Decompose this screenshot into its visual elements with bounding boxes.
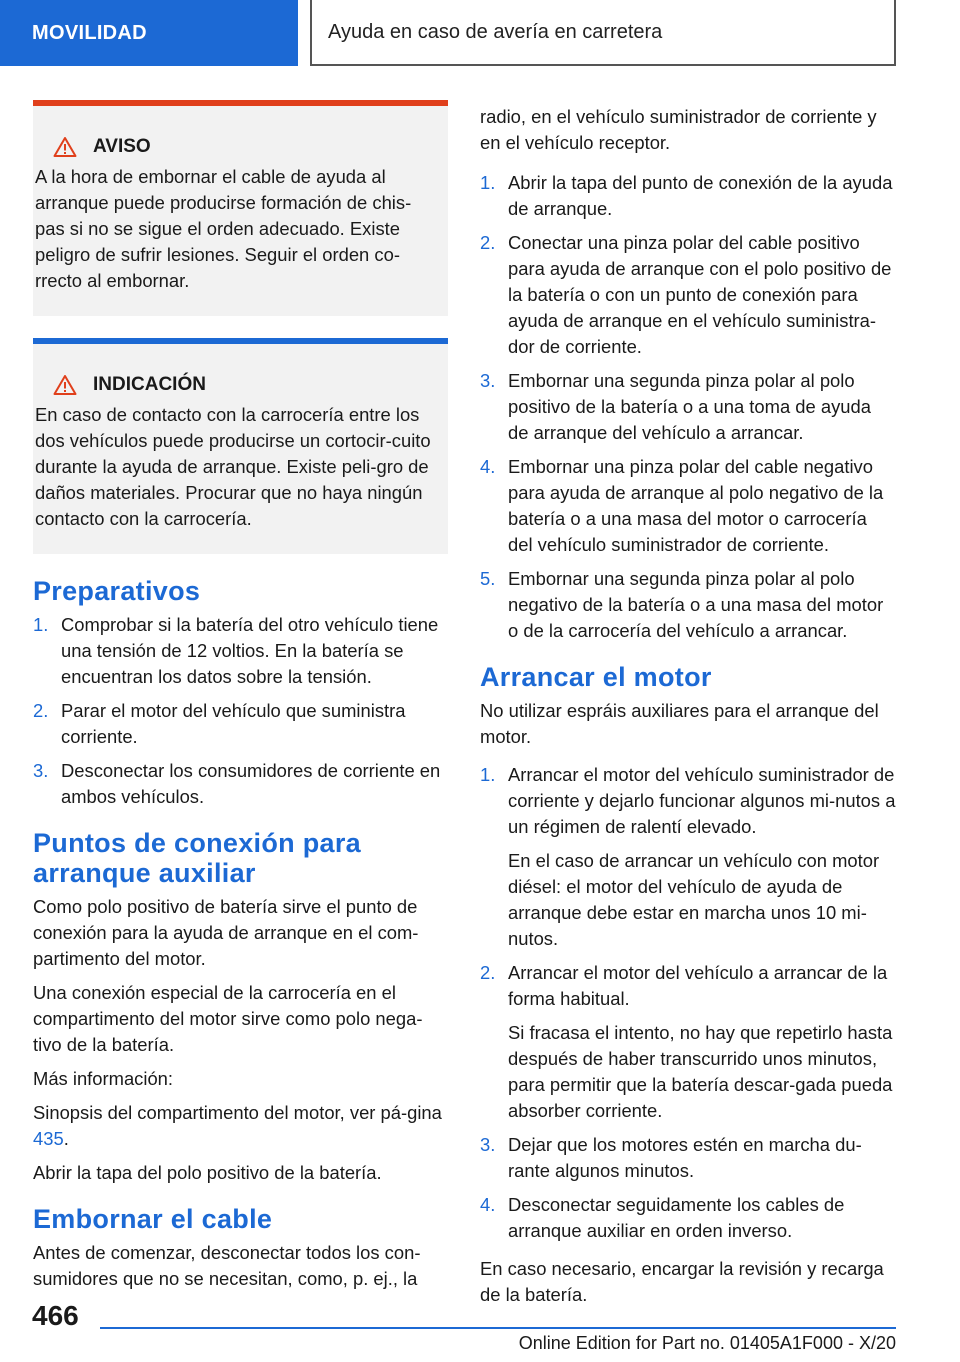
- step-number: 3.: [33, 760, 49, 781]
- step-text: Embornar una segunda pinza polar al polo positivo de la batería o a una toma de ayuda de arranque del vehículo a arrancar.: [508, 370, 871, 443]
- step-text: Conectar una pinza polar del cable positivo para ayuda de arranque con el polo positivo de la batería o con un punto de conexión para ayuda de arranque en el vehículo suministra-dor de corriente.: [508, 232, 892, 357]
- list-item: [480, 368, 896, 446]
- step-number: 1.: [33, 614, 49, 635]
- page-number: 466: [32, 1300, 79, 1331]
- warning-text: A la hora de embornar el cable de ayuda al arranque puede producirse formación de chis-pas si no se sigue el orden adecuado. Existe peligro de sufrir lesiones. Seguir el orden co-rrecto al embornar.: [35, 166, 412, 291]
- list-item: [33, 698, 448, 750]
- step-text: Dejar que los motores estén en marcha du-rante algunos minutos.: [508, 1134, 862, 1181]
- note-text: En caso de contacto con la carrocería entre los dos vehículos puede producirse un cortocir-cuito durante la ayuda de arranque. Existe peli-gro de daños materiales. Procurar que no haya ningún contacto con la carrocería.: [35, 404, 431, 529]
- step-text: Embornar una segunda pinza polar al polo negativo de la batería o a una masa del motor o de la carrocería del vehículo a arrancar.: [508, 568, 884, 641]
- step-text: Abrir la tapa del punto de conexión de la ayuda de arranque.: [508, 172, 893, 219]
- heading-puntos-conexion: Puntos de conexión para arranque auxiliar: [33, 828, 361, 888]
- step-text: Comprobar si la batería del otro vehículo tiene una tensión de 12 voltios. En la batería se encuentran los datos sobre la tensión.: [61, 614, 439, 687]
- step-number: 4.: [480, 456, 496, 477]
- paragraph: Una conexión especial de la carrocería en el compartimento del motor sirve como polo nega-tivo de la batería.: [33, 982, 423, 1055]
- paragraph: En caso necesario, encargar la revisión y recarga de la batería.: [480, 1258, 884, 1305]
- paragraph: Como polo positivo de batería sirve el punto de conexión para la ayuda de arranque en el com-partimento del motor.: [33, 896, 419, 969]
- list-item: [480, 960, 896, 1124]
- step-number: 5.: [480, 568, 496, 589]
- step-number: 2.: [480, 962, 496, 983]
- page-header: [0, 0, 960, 66]
- warning-title: AVISO: [93, 136, 151, 157]
- list-item: [33, 758, 448, 810]
- list-item: [480, 170, 896, 222]
- list-item: [480, 1192, 896, 1244]
- section-tab: MOVILIDAD: [0, 0, 298, 66]
- cable-steps: [480, 170, 896, 644]
- list-item: [480, 454, 896, 558]
- step-text: Parar el motor del vehículo que suministra corriente.: [61, 700, 406, 747]
- paragraph: Más información:: [33, 1068, 174, 1089]
- heading-preparativos: Preparativos: [33, 576, 201, 606]
- warning-header: [53, 134, 434, 160]
- note-box: [33, 338, 448, 554]
- heading-embornar-cable: Embornar el cable: [33, 1204, 273, 1234]
- list-item: [33, 612, 448, 690]
- list-item: [480, 1132, 896, 1184]
- paragraph: Antes de comenzar, desconectar todos los con-sumidores que no se necesitan, como, p. ej., la: [33, 1242, 421, 1289]
- heading-arrancar-motor: Arrancar el motor: [480, 662, 712, 692]
- step-number: 1.: [480, 764, 496, 785]
- paragraph: radio, en el vehículo suministrador de corriente y en el vehículo receptor.: [480, 106, 877, 153]
- step-text: Embornar una pinza polar del cable negativo para ayuda de arranque al polo negativo de la batería o a una masa del motor o carrocería del vehículo suministrador de corriente.: [508, 456, 884, 555]
- warning-box: [33, 100, 448, 316]
- step-number: 3.: [480, 1134, 496, 1155]
- step-number: 3.: [480, 370, 496, 391]
- paragraph: Abrir la tapa del polo positivo de la batería.: [33, 1162, 382, 1183]
- chapter-title: Ayuda en caso de avería en carretera: [310, 0, 896, 66]
- step-text: Arrancar el motor del vehículo a arrancar de la forma habitual.: [508, 962, 888, 1009]
- step-number: 2.: [33, 700, 49, 721]
- left-column: [33, 100, 448, 1300]
- paragraph-with-link: [33, 1100, 448, 1152]
- step-body: [508, 960, 896, 1124]
- prep-steps: [33, 612, 448, 810]
- footer-divider: [100, 1327, 896, 1329]
- note-title: INDICACIÓN: [93, 374, 206, 395]
- step-text: Desconectar seguidamente los cables de arranque auxiliar en orden inverso.: [508, 1194, 845, 1241]
- paragraph: No utilizar espráis auxiliares para el arranque del motor.: [480, 700, 879, 747]
- right-column: [480, 104, 896, 1316]
- step-number: 2.: [480, 232, 496, 253]
- list-item: [480, 566, 896, 644]
- link-suffix: .: [63, 1128, 69, 1149]
- step-body: [508, 762, 896, 952]
- list-item: [480, 762, 896, 952]
- step-extra: En el caso de arrancar un vehículo con motor diésel: el motor del vehículo de ayuda de arranque debe estar en marcha unos 10 mi-nutos.: [508, 850, 880, 949]
- step-text: Desconectar los consumidores de corriente en ambos vehículos.: [61, 760, 441, 807]
- warning-triangle-icon: [53, 136, 77, 158]
- step-text: Arrancar el motor del vehículo suministrador de corriente y dejarlo funcionar algunos mi-nutos a un régimen de ralentí elevado.: [508, 764, 896, 837]
- step-number: 4.: [480, 1194, 496, 1215]
- step-number: 1.: [480, 172, 496, 193]
- list-item: [480, 230, 896, 360]
- note-header: [53, 372, 434, 398]
- step-extra: Si fracasa el intento, no hay que repetirlo hasta después de haber transcurrido unos minutos, para permitir que la batería descar-gada pueda absorber corriente.: [508, 1022, 893, 1121]
- link-prefix: Sinopsis del compartimento del motor, ver pá-gina: [33, 1102, 442, 1123]
- start-steps: [480, 762, 896, 1244]
- warning-triangle-icon: [53, 374, 77, 396]
- edition-note: Online Edition for Part no. 01405A1F000 - X/20: [518, 1333, 896, 1353]
- page-link[interactable]: 435: [33, 1128, 64, 1149]
